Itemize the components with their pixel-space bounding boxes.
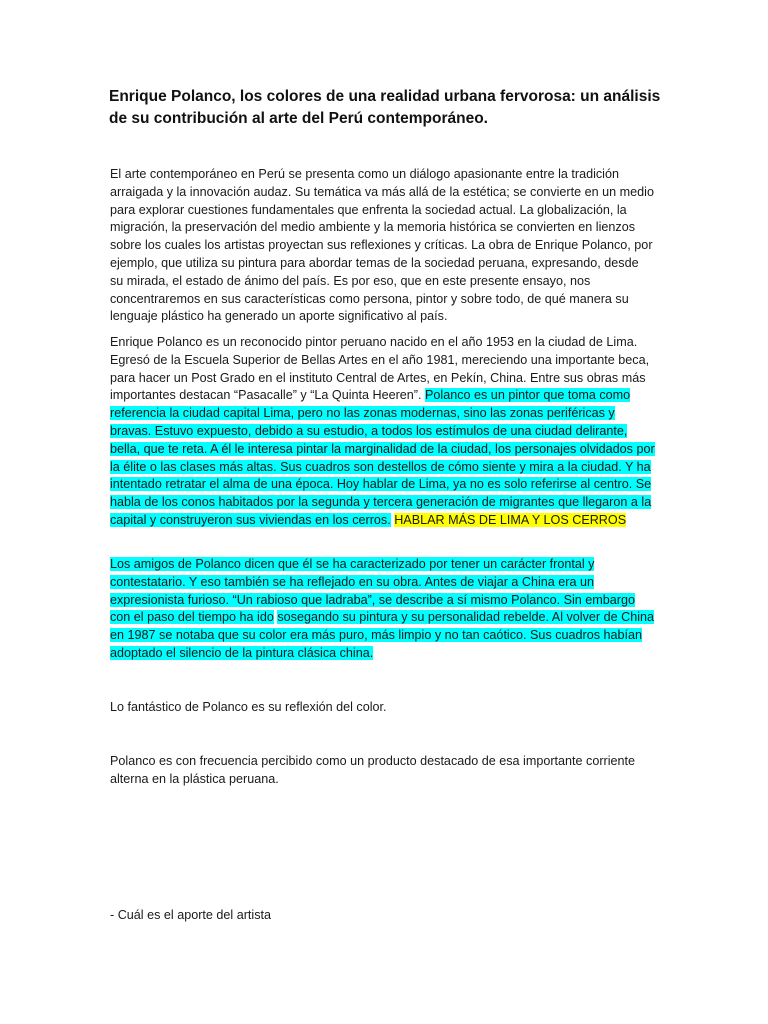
paragraph-introduction: El arte contemporáneo en Perú se presenta como un diálogo apasionante entre la tradición arraigada y la innovación audaz. Su temática va más allá de la estética; se convierte en un medio para explorar cuestiones fundamentales que enfrenta la sociedad actual. La globalización, la migración, la preservación del medio ambiente y la memoria histórica se convierten en lienzos sobre los cuales los artistas proyectan sus reflexiones y críticas. La obra de Enrique Polanco, por ejemplo, que utiliza su pintura para abordar temas de la sociedad peruana, expresando, desde su mirada, el estado de ánimo del país. Es por eso, que en este presente ensayo, nos concentraremos en sus características como persona, pintor y sobre todo, de qué manera su lenguaje plástico ha generado un aporte significativo al país. (110, 167, 654, 324)
biography-plain-text: Enrique Polanco es un reconocido pintor peruano nacido en el año 1953 en la ciudad de Lima. Egresó de la Escuela Superior de Bellas Artes en el año 1981, mereciendo una importante beca, para hacer un Post Grado en el instituto Central de Artes, en Pekín, China. Entre sus obras más importantes destacan “Pasacalle” y “La Quinta Heeren”. (110, 335, 650, 403)
cyan-highlight-character-b: sosegando su pintura y su personalidad rebelde. Al volver de China en 1987 se notaba que su color era más puro, más limpio y no tan caótico. Sus cuadros habían adoptado el silencio de la pintura clásica china. (110, 610, 654, 660)
paragraph-question: - Cuál es el aporte del artista (110, 908, 272, 922)
cyan-highlight-lima: Polanco es un pintor que toma como referencia la ciudad capital Lima, pero no las zonas modernas, sino las zonas periféricas y bravas. Estuvo expuesto, debido a su estudio, a todos los estímulos de una ciudad delirante, bella, que te reta. A él le interesa pintar la marginalidad de la ciudad, los personajes olvidados por la élite o las clases más altas. Sus cuadros son destellos de cómo siente y mira a la ciudad. Y ha intentado retratar el alma de una época. Hoy hablar de Lima, ya no es solo referirse al centro. Se habla de los conos habitados por la segunda y tercera generación de migrantes que llegaron a la capital y construyeron sus viviendas en los cerros. (110, 388, 655, 527)
yellow-highlight-note: HABLAR MÁS DE LIMA Y LOS CERROS (394, 512, 627, 527)
document-title: Enrique Polanco, los colores de una realidad urbana fervorosa: un análisis de su contribución al arte del Perú contemporáneo. (109, 88, 661, 127)
paragraph-character (110, 556, 655, 663)
paragraph-alternative-current: Polanco es con frecuencia percibido como un producto destacado de esa importante corriente alterna en la plástica peruana. (110, 754, 636, 786)
cyan-highlight-character-a: Los amigos de Polanco dicen que él se ha caracterizado por tener un carácter frontal y contestatario. Y eso también se ha reflejado en su obra. Antes de viajar a China era un expresionista furioso. “Un rabioso que ladraba”, se describe a sí mismo Polanco. Sin embargo con el paso del tiempo ha ido (110, 557, 636, 625)
paragraph-color-reflection: Lo fantástico de Polanco es su reflexión del color. (110, 700, 387, 714)
paragraph-biography (110, 334, 655, 530)
